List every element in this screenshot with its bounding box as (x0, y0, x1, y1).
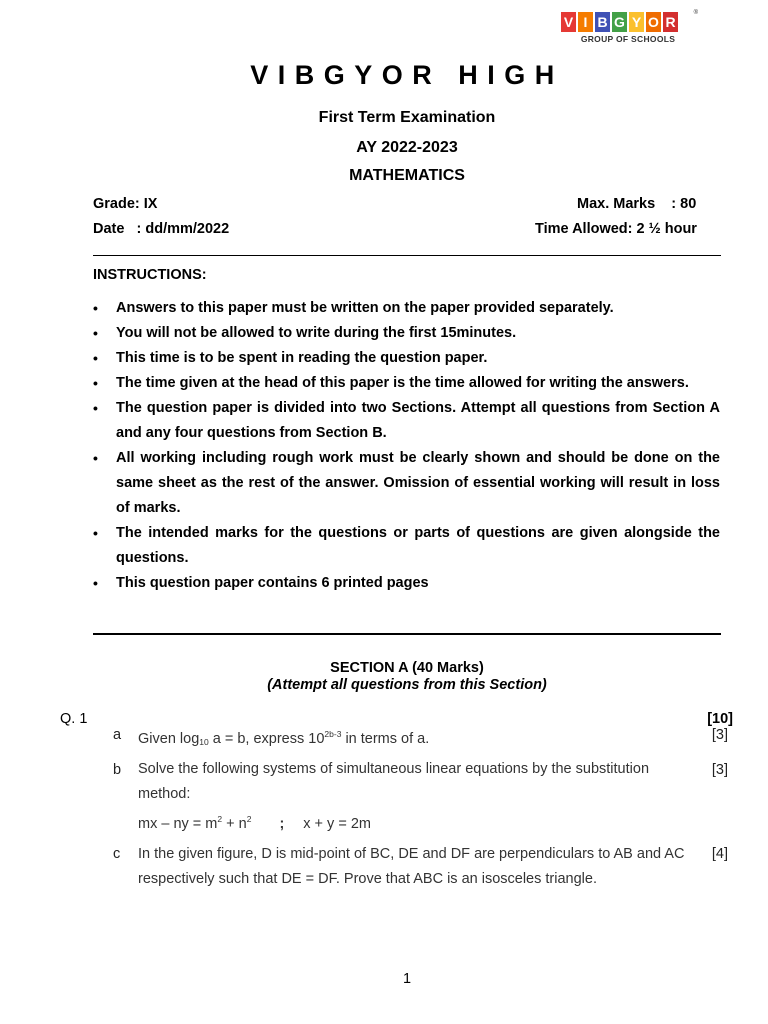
instructions-list (93, 296, 720, 596)
logo-tagline: GROUP OF SCHOOLS (580, 34, 676, 44)
text-segment: + n (222, 816, 247, 832)
instruction-text: The intended marks for the questions or parts of questions are given alongside the questions. (116, 525, 720, 566)
divider (93, 255, 721, 256)
instruction-item (93, 396, 720, 446)
question-number: Q. 1 (60, 711, 88, 727)
question-marks: [10] (707, 711, 733, 727)
part-c-text: In the given figure, D is mid-point of BC, DE and DF are perpendiculars to AB and AC respectively such that DE = DF. Prove that ABC is an isosceles triangle. (138, 846, 685, 887)
subject-title: MATHEMATICS (349, 167, 465, 184)
superscript: 2b-3 (324, 729, 342, 739)
equation-line (138, 807, 693, 837)
logo-letter: I (578, 12, 593, 32)
bullet: • (93, 375, 98, 391)
instruction-item (93, 446, 720, 521)
max-marks: Max. Marks : 80 (577, 196, 697, 212)
part-marks: [4] (711, 846, 728, 862)
instruction-item (93, 571, 720, 596)
part-label: a (113, 727, 122, 743)
part-marks: [3] (711, 762, 728, 778)
page-number: 1 (402, 971, 412, 987)
instruction-text: All working including rough work must be clearly shown and should be done on the same sheet as the rest of the answer. Omission of essential working will result in loss of marks. (116, 450, 720, 516)
text-segment: in terms of a. (341, 731, 430, 747)
trademark-mark: ® (693, 10, 698, 16)
text-segment: a = b, express 10 (208, 731, 325, 747)
part-label: b (113, 762, 122, 778)
bullet: • (93, 575, 98, 591)
logo-letter: G (612, 12, 627, 32)
instructions-title: INSTRUCTIONS: (93, 267, 207, 283)
instruction-item (93, 521, 720, 571)
instruction-text: This time is to be spent in reading the question paper. (116, 350, 488, 366)
exam-title: First Term Examination (318, 109, 496, 126)
section-subtitle: (Attempt all questions from this Section) (267, 677, 547, 693)
time-allowed: Time Allowed: 2 ½ hour (535, 221, 697, 237)
subscript: 10 (199, 737, 209, 747)
logo-letter: O (646, 12, 661, 32)
part-label: c (113, 846, 121, 862)
part-a-text (138, 722, 693, 755)
divider (93, 633, 721, 635)
separator: ; (279, 816, 285, 832)
exam-date: Date : dd/mm/2022 (93, 221, 230, 237)
part-b-text (138, 757, 693, 837)
text-segment: Given log (138, 731, 200, 747)
grade: Grade: IX (93, 196, 158, 212)
logo-letter: B (595, 12, 610, 32)
section-title: SECTION A (40 Marks) (330, 660, 484, 676)
instruction-text: Answers to this paper must be written on the paper provided separately. (116, 300, 614, 316)
bullet: • (93, 300, 98, 316)
instruction-text: The question paper is divided into two Sections. Attempt all questions from Section A and any four questions from Section B. (116, 400, 720, 441)
academic-year: AY 2022-2023 (356, 139, 458, 156)
logo-letter: Y (629, 12, 644, 32)
text-segment: x + y = 2m (303, 816, 371, 832)
instruction-text: You will not be allowed to write during the first 15minutes. (116, 325, 517, 341)
logo-letter: R (663, 12, 678, 32)
bullet: • (93, 325, 98, 341)
bullet: • (93, 525, 98, 541)
text-segment: mx – ny = m (138, 816, 218, 832)
part-marks: [3] (711, 727, 728, 743)
bullet: • (93, 400, 98, 416)
logo-letter: V (561, 12, 576, 32)
instruction-item (93, 321, 720, 346)
part-b-line: Solve the following systems of simultaneous linear equations by the substitution method: (138, 761, 650, 802)
instruction-item (93, 346, 720, 371)
school-name: VIBGYOR HIGH (250, 60, 564, 90)
bullet: • (93, 350, 98, 366)
logo-letters (561, 12, 695, 32)
superscript: 2 (217, 814, 223, 824)
bullet: • (93, 450, 98, 466)
vibgyor-logo (561, 10, 698, 48)
instruction-text: The time given at the head of this paper is the time allowed for writing the answers. (116, 375, 689, 391)
instruction-item (93, 296, 720, 321)
instruction-item (93, 371, 720, 396)
superscript: 2 (246, 814, 252, 824)
instruction-text: This question paper contains 6 printed pages (116, 575, 429, 591)
